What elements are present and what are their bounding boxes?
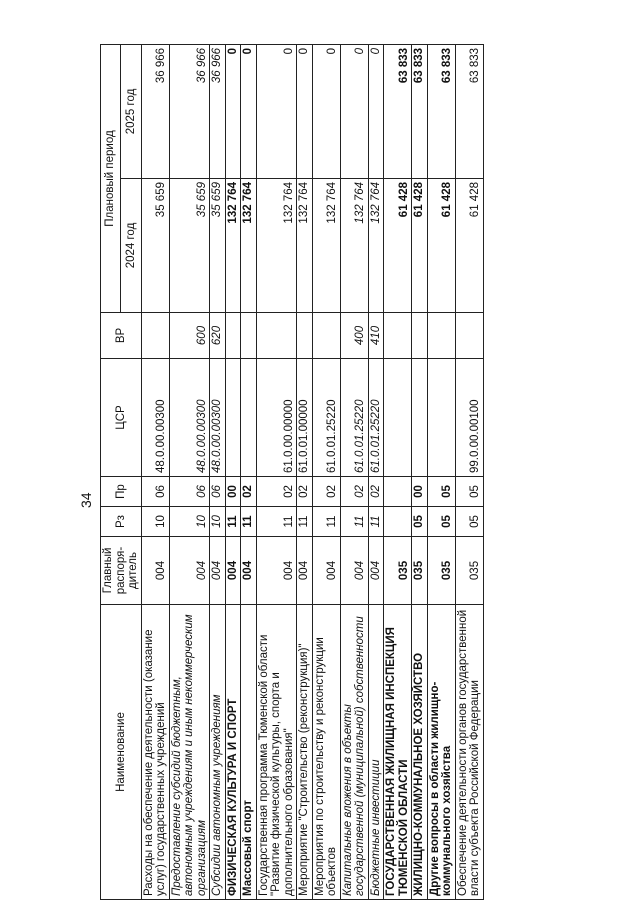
cell-y2024: 132 764 [297, 179, 313, 313]
cell-y2025: 63 833 [412, 44, 428, 178]
cell-glav: 004 [241, 537, 257, 605]
cell-pr: 00 [225, 477, 241, 507]
cell-pr: 02 [241, 477, 257, 507]
cell-glav: 004 [340, 537, 368, 605]
table-row [225, 44, 241, 899]
cell-rz: 11 [256, 507, 297, 537]
cell-rz: 11 [297, 507, 313, 537]
cell-y2025: 36 966 [169, 44, 210, 178]
cell-name: ФИЗИЧЕСКАЯ КУЛЬТУРА И СПОРТ [225, 605, 241, 900]
header-row [101, 44, 121, 899]
cell-pr: 02 [297, 477, 313, 507]
table-row [368, 44, 384, 899]
cell-name: ГОСУДАРСТВЕННАЯ ЖИЛИЩНАЯ ИНСПЕКЦИЯ ТЮМЕНСКОЙ ОБЛАСТИ [384, 605, 412, 900]
cell-csr [427, 359, 455, 477]
cell-glav: 004 [225, 537, 241, 605]
cell-name: Государственная программа Тюменской области "Развитие физической культуры, спорта и дополнительного образования" [256, 605, 297, 900]
cell-name: Мероприятия по строительству и реконструкции объектов [312, 605, 340, 900]
cell-y2025: 63 833 [455, 44, 483, 178]
page-number: 34 [78, 492, 94, 508]
cell-vr [455, 313, 483, 359]
table-row [141, 44, 169, 899]
cell-y2024: 35 659 [141, 179, 169, 313]
cell-rz: 10 [210, 507, 226, 537]
cell-vr: 400 [340, 313, 368, 359]
table-row [210, 44, 226, 899]
cell-vr [241, 313, 257, 359]
cell-csr: 48.0.00.00300 [141, 359, 169, 477]
cell-csr: 61.0.01.25220 [340, 359, 368, 477]
cell-vr [312, 313, 340, 359]
cell-pr: 05 [455, 477, 483, 507]
cell-csr [225, 359, 241, 477]
table-row [455, 44, 483, 899]
cell-glav: 035 [427, 537, 455, 605]
col-vr-header: ВР [101, 313, 142, 359]
rotated-page [64, 45, 529, 900]
table-body [141, 44, 483, 899]
cell-csr: 48.0.00.00300 [169, 359, 210, 477]
cell-csr: 61.0.01.00000 [297, 359, 313, 477]
cell-y2025: 0 [256, 44, 297, 178]
cell-y2024: 61 428 [427, 179, 455, 313]
budget-table [100, 44, 484, 900]
col-glav-header: Главный распоря-дитель [101, 537, 142, 605]
table-row [340, 44, 368, 899]
cell-y2024: 132 764 [225, 179, 241, 313]
cell-rz: 11 [241, 507, 257, 537]
cell-y2024: 132 764 [340, 179, 368, 313]
col-plan-header: Плановый период [101, 44, 121, 312]
cell-vr [412, 313, 428, 359]
cell-rz: 05 [427, 507, 455, 537]
table-row [412, 44, 428, 899]
col-name-header: Наименование [101, 605, 142, 900]
cell-rz: 10 [141, 507, 169, 537]
cell-name: Предоставление субсидий бюджетным, автономным учреждениям и иным некоммерческим организациям [169, 605, 210, 900]
cell-vr [225, 313, 241, 359]
col-pr-header: Пр [101, 477, 142, 507]
col-2024-header: 2024 год [121, 179, 141, 313]
cell-csr: 61.0.01.25220 [312, 359, 340, 477]
cell-rz: 11 [225, 507, 241, 537]
table-row [256, 44, 297, 899]
cell-vr: 600 [169, 313, 210, 359]
col-csr-header: ЦСР [101, 359, 142, 477]
cell-pr: 02 [256, 477, 297, 507]
cell-glav: 004 [312, 537, 340, 605]
cell-y2025: 0 [368, 44, 384, 178]
cell-name: Бюджетные инвестиции [368, 605, 384, 900]
cell-name: Расходы на обеспечение деятельности (оказание услуг) государственных учреждений [141, 605, 169, 900]
cell-vr [427, 313, 455, 359]
cell-glav: 004 [141, 537, 169, 605]
cell-vr [384, 313, 412, 359]
cell-rz: 05 [455, 507, 483, 537]
cell-y2025: 63 833 [384, 44, 412, 178]
cell-glav: 004 [368, 537, 384, 605]
cell-glav: 004 [297, 537, 313, 605]
cell-rz: 05 [412, 507, 428, 537]
table-row [241, 44, 257, 899]
table-row [384, 44, 412, 899]
cell-rz: 11 [368, 507, 384, 537]
cell-name: Другие вопросы в области жилищно-коммунального хозяйства [427, 605, 455, 900]
cell-rz: 11 [340, 507, 368, 537]
cell-y2025: 0 [312, 44, 340, 178]
cell-vr [141, 313, 169, 359]
table-row [297, 44, 313, 899]
cell-name: Обеспечение деятельности органов государственной власти субъекта Российской Федерации [455, 605, 483, 900]
cell-pr [384, 477, 412, 507]
table-row [169, 44, 210, 899]
cell-glav: 035 [412, 537, 428, 605]
cell-y2025: 0 [297, 44, 313, 178]
cell-rz: 10 [169, 507, 210, 537]
cell-pr: 06 [169, 477, 210, 507]
cell-y2025: 0 [225, 44, 241, 178]
cell-y2024: 61 428 [455, 179, 483, 313]
cell-glav: 004 [210, 537, 226, 605]
cell-y2024: 61 428 [412, 179, 428, 313]
cell-name: Мероприятие "Строительство (реконструкция)" [297, 605, 313, 900]
col-2025-header: 2025 год [121, 44, 141, 178]
cell-y2024: 61 428 [384, 179, 412, 313]
cell-csr: 61.0.01.25220 [368, 359, 384, 477]
cell-y2024: 132 764 [241, 179, 257, 313]
cell-name: Массовый спорт [241, 605, 257, 900]
cell-csr [241, 359, 257, 477]
cell-y2025: 36 966 [141, 44, 169, 178]
cell-y2024: 35 659 [169, 179, 210, 313]
cell-y2024: 35 659 [210, 179, 226, 313]
table-row [427, 44, 455, 899]
col-rz-header: Рз [101, 507, 142, 537]
cell-name: Капитальные вложения в объекты государственной (муниципальной) собственности [340, 605, 368, 900]
cell-pr: 00 [412, 477, 428, 507]
cell-pr: 02 [368, 477, 384, 507]
cell-y2025: 0 [241, 44, 257, 178]
cell-rz [384, 507, 412, 537]
cell-glav: 035 [384, 537, 412, 605]
cell-y2025: 63 833 [427, 44, 455, 178]
cell-pr: 02 [340, 477, 368, 507]
cell-csr: 48.0.00.00300 [210, 359, 226, 477]
cell-vr: 620 [210, 313, 226, 359]
cell-csr [412, 359, 428, 477]
cell-vr [256, 313, 297, 359]
cell-glav: 035 [455, 537, 483, 605]
cell-rz: 11 [312, 507, 340, 537]
cell-name: ЖИЛИЩНО-КОММУНАЛЬНОЕ ХОЗЯЙСТВО [412, 605, 428, 900]
cell-glav: 004 [169, 537, 210, 605]
cell-y2024: 132 764 [256, 179, 297, 313]
cell-pr: 06 [210, 477, 226, 507]
cell-y2024: 132 764 [312, 179, 340, 313]
cell-pr: 06 [141, 477, 169, 507]
cell-vr: 410 [368, 313, 384, 359]
cell-y2024: 132 764 [368, 179, 384, 313]
cell-glav: 004 [256, 537, 297, 605]
table-row [312, 44, 340, 899]
cell-csr: 61.0.00.00000 [256, 359, 297, 477]
cell-y2025: 36 966 [210, 44, 226, 178]
cell-csr [384, 359, 412, 477]
cell-vr [297, 313, 313, 359]
cell-pr: 05 [427, 477, 455, 507]
cell-name: Субсидии автономным учреждениям [210, 605, 226, 900]
cell-y2025: 0 [340, 44, 368, 178]
cell-csr: 99.0.00.00100 [455, 359, 483, 477]
cell-pr: 02 [312, 477, 340, 507]
